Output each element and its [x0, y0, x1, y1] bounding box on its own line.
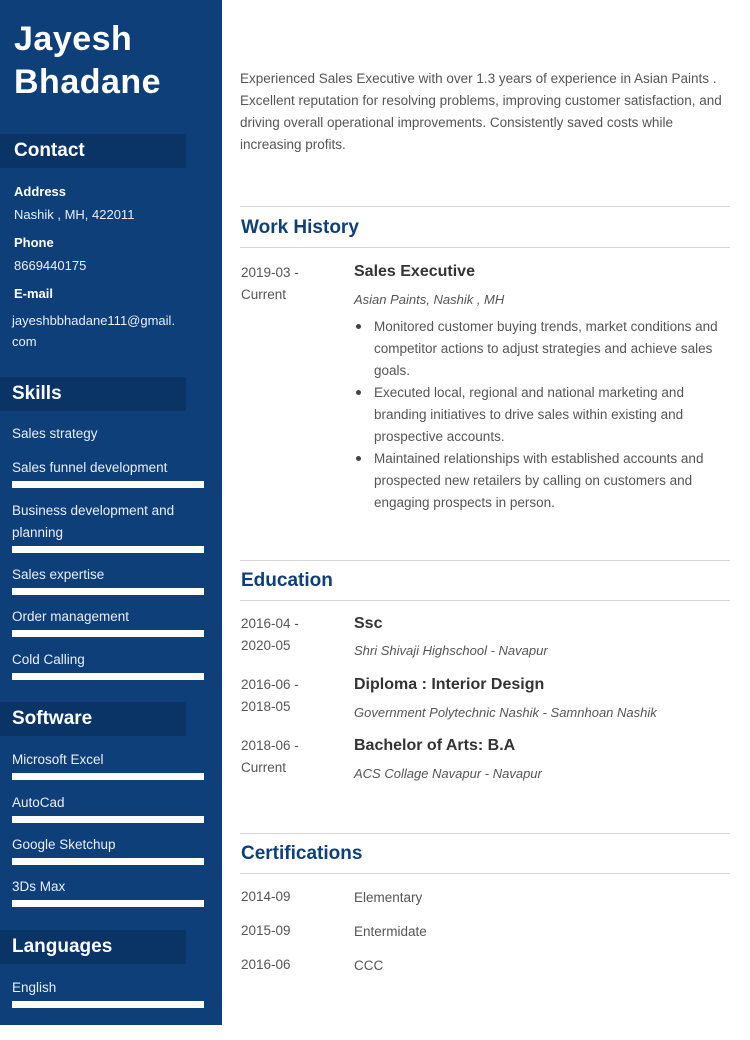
edu-date-start: 2018-06 -	[241, 738, 299, 753]
skill-item	[12, 564, 207, 595]
skills-heading	[0, 377, 186, 411]
phone-label: Phone	[14, 235, 54, 250]
last-name: Bhadane	[14, 63, 162, 101]
skill-level-bar	[12, 481, 204, 488]
skill-item	[12, 457, 207, 488]
edu-date-start: 2016-04 -	[241, 616, 299, 631]
skill-level-bar	[12, 673, 204, 680]
edu-date-end: Current	[241, 760, 287, 775]
edu-date	[241, 735, 299, 779]
candidate-name	[14, 18, 161, 104]
software-label: Microsoft Excel	[12, 752, 104, 767]
skill-label: Business development and planning	[12, 503, 175, 540]
list-item: Executed local, regional and national marketing and branding initiatives to drive sales within existing and prospective accounts.	[354, 382, 734, 448]
cert-name: CCC	[354, 958, 384, 973]
software-label: AutoCad	[12, 795, 65, 810]
edu-date-end: 2020-05	[241, 638, 291, 653]
edu-date	[241, 674, 299, 718]
cert-date: 2016-06	[241, 957, 291, 972]
email-line-1: jayeshbbhadane111@gmail.	[12, 313, 176, 328]
certifications-heading: Certifications	[241, 843, 363, 864]
divider	[240, 873, 730, 874]
edu-date	[241, 613, 299, 657]
edu-date-end: 2018-05	[241, 699, 291, 714]
cert-name: Entermidate	[354, 924, 427, 939]
software-level-bar	[12, 816, 204, 823]
phone-value: 8669440175	[14, 258, 87, 273]
work-date-end: Current	[241, 287, 287, 302]
skills-heading-label: Skills	[12, 383, 62, 404]
edu-date-start: 2016-06 -	[241, 677, 299, 692]
cert-date: 2015-09	[241, 923, 291, 938]
skill-label: Sales expertise	[12, 567, 105, 582]
skill-label: Sales funnel development	[12, 460, 168, 475]
skill-label: Sales strategy	[12, 426, 98, 441]
skill-item	[12, 606, 207, 637]
software-item	[12, 876, 207, 907]
skill-item	[12, 649, 207, 680]
contact-heading	[0, 134, 186, 168]
address-value: Nashik , MH, 422011	[14, 207, 135, 222]
skill-level-bar	[12, 630, 204, 637]
list-item: Maintained relationships with established accounts and prospected new retailers by calling on customers and engaging prospects in person.	[354, 448, 734, 514]
cert-date: 2014-09	[241, 889, 291, 904]
edu-title: Bachelor of Arts: B.A	[354, 737, 516, 754]
education-heading: Education	[241, 570, 333, 591]
job-title: Sales Executive	[354, 263, 475, 280]
languages-heading	[0, 930, 186, 964]
software-item	[12, 834, 207, 865]
skill-label: Order management	[12, 609, 130, 624]
job-duties-list	[354, 316, 734, 514]
software-label: 3Ds Max	[12, 879, 66, 894]
divider	[240, 600, 730, 601]
software-item	[12, 749, 207, 780]
address-label: Address	[14, 184, 67, 199]
edu-school: Government Polytechnic Nashik - Samnhoan Nashik	[354, 705, 657, 720]
work-date	[241, 262, 299, 306]
list-item: Monitored customer buying trends, market conditions and competitor actions to adjust strategies and achieve sales goals.	[354, 316, 734, 382]
software-level-bar	[12, 773, 204, 780]
software-heading-label: Software	[12, 708, 93, 729]
language-label: English	[12, 980, 57, 995]
work-history-heading: Work History	[241, 217, 359, 238]
skill-level-bar	[12, 588, 204, 595]
software-label: Google Sketchup	[12, 837, 116, 852]
languages-heading-label: Languages	[12, 936, 113, 957]
software-level-bar	[12, 900, 204, 907]
edu-title: Ssc	[354, 615, 383, 632]
skill-item	[12, 500, 207, 553]
skill-level-bar	[12, 546, 204, 553]
professional-summary: Experienced Sales Executive with over 1.3 years of experience in Asian Paints . Excellent reputation for resolving problems, improving customer satisfaction, and driving overall operational improvements. Consistently saved costs while increasing profits.	[240, 71, 722, 152]
edu-school: ACS Collage Navapur - Navapur	[354, 766, 542, 781]
software-level-bar	[12, 858, 204, 865]
work-date-start: 2019-03 -	[241, 265, 299, 280]
edu-title: Diploma : Interior Design	[354, 676, 545, 693]
divider	[240, 206, 730, 207]
software-item	[12, 792, 207, 823]
divider	[240, 247, 730, 248]
language-level-bar	[12, 1001, 204, 1008]
divider	[240, 833, 730, 834]
email-value[interactable]	[12, 310, 212, 352]
cert-name: Elementary	[354, 890, 423, 905]
software-heading	[0, 702, 186, 736]
email-label: E-mail	[14, 286, 54, 301]
edu-school: Shri Shivaji Highschool - Navapur	[354, 643, 548, 658]
skill-item	[12, 423, 207, 445]
contact-heading-label: Contact	[14, 140, 85, 161]
email-line-2: com	[12, 334, 37, 349]
first-name: Jayesh	[14, 20, 133, 58]
job-company: Asian Paints, Nashik , MH	[354, 292, 505, 307]
language-item	[12, 977, 207, 1008]
sidebar	[0, 0, 222, 1025]
divider	[240, 560, 730, 561]
skill-label: Cold Calling	[12, 652, 85, 667]
